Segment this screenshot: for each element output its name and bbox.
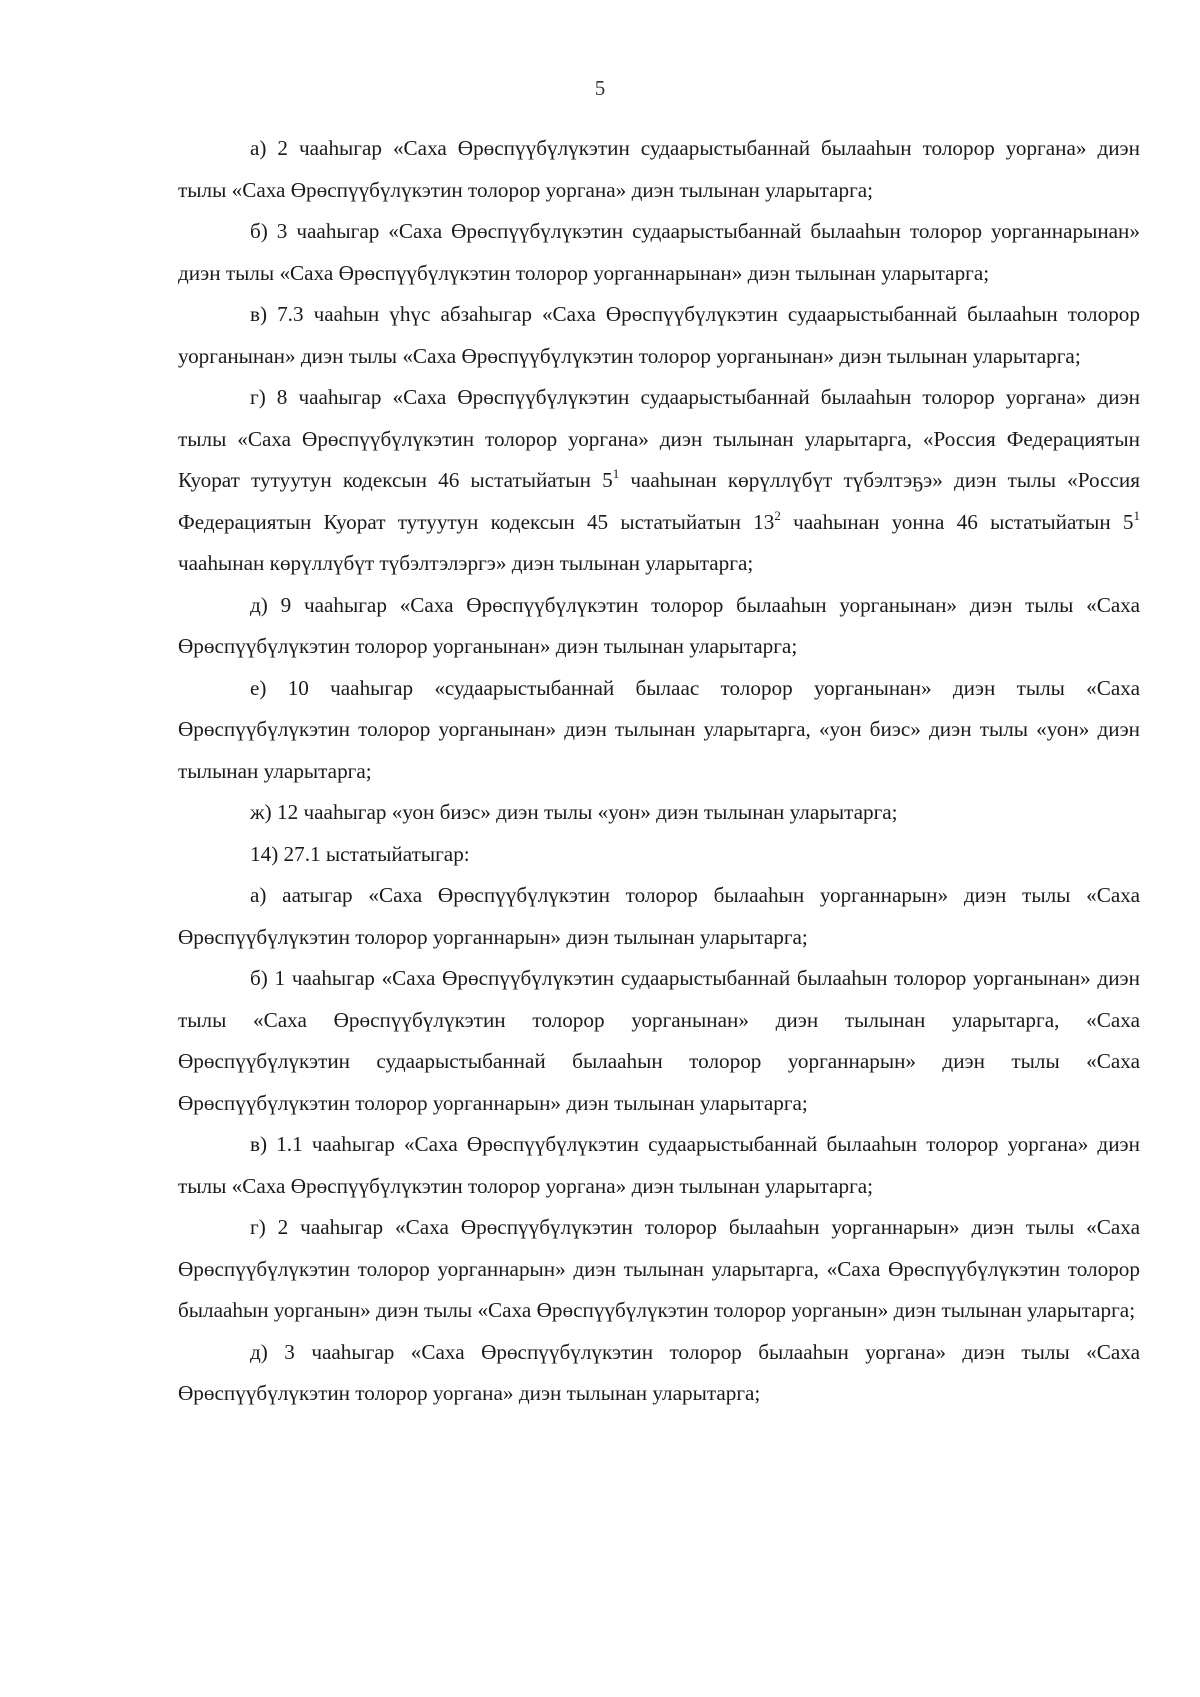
page-number: 5 [594,76,606,100]
paragraph-g [178,377,1140,585]
paragraph-d: д) 9 чааһыгар «Саха Өрөспүүбүлүкэтин толорор былааһын уорганынан» диэн тылы «Саха Өрөспүүбүлүкэтин толорор уорганынан» диэн тылынан уларытарга; [178,592,1140,658]
superscript: 1 [1133,507,1140,523]
paragraph-14-b: б) 1 чааһыгар «Саха Өрөспүүбүлүкэтин судаарыстыбаннай былааһын толорор уорганынан» диэн тылы «Саха Өрөспүүбүлүкэтин толорор уорганынан» диэн тылынан уларытарга, «Саха Өрөспүүбүлүкэтин судаарыстыбаннай былааһын толорор уорганнарын» диэн тылы «Саха Өрөспүүбүлүкэтин толорор уорганнарын» диэн тылынан уларытарга; [178,966,1140,1115]
paragraph-g-part-3: чааһынан уонна 46 ыстатыйатын 5 [780,509,1134,534]
paragraph-g-part-1: г) 8 чааһыгар «Саха Өрөспүүбүлүкэтин судаарыстыбаннай былааһын толорор уоргана» диэн тылы «Саха Өрөспүүбүлүкэтин толорор уоргана» диэн тылынан уларытарга, «Россия Федерациятын Куорат тутуутун кодексын 46 ыстатыйатын 5 [178,385,1140,492]
paragraph-14-a: а) аатыгар «Саха Өрөспүүбүлүкэтин толорор былааһын уорганнарын» диэн тылы «Саха Өрөспүүбүлүкэтин толорор уорганнарын» диэн тылынан уларытарга; [178,883,1140,949]
paragraph-a: а) 2 чааһыгар «Саха Өрөспүүбүлүкэтин судаарыстыбаннай былааһын толорор уоргана» диэн тылы «Саха Өрөспүүбүлүкэтин толорор уоргана» диэн тылынан уларытарга; [178,136,1140,202]
superscript: 2 [774,507,781,523]
paragraph-e: е) 10 чааһыгар «судаарыстыбаннай былаас толорор уорганынан» диэн тылы «Саха Өрөспүүбүлүкэтин толорор уорганынан» диэн тылынан уларытарга, «уон биэс» диэн тылы «уон» диэн тылынан уларытарга; [178,675,1140,783]
paragraph-14-v: в) 1.1 чааһыгар «Саха Өрөспүүбүлүкэтин судаарыстыбаннай былааһын толорор уоргана» диэн тылы «Саха Өрөспүүбүлүкэтин толорор уоргана» диэн тылынан уларытарга; [178,1132,1140,1198]
paragraph-b: б) 3 чааһыгар «Саха Өрөспүүбүлүкэтин судаарыстыбаннай былааһын толорор уорганнарынан» диэн тылы «Саха Өрөспүүбүлүкэтин толорор уорганнарынан» диэн тылынан уларытарга; [178,219,1140,285]
paragraph-g-part-4: чааһынан көрүллүбүт түбэлтэлэргэ» диэн тылынан уларытарга; [178,551,754,575]
paragraph-g-part-2: чааһынан көрүллүбүт түбэлтэҕэ» диэн тылы «Россия Федерациятын Куорат тутуутун кодексын 45 ыстатыйатын 13 [178,468,1140,534]
superscript: 1 [612,466,620,481]
paragraph-item-14: 14) 27.1 ыстатыйатыгар: [250,841,470,866]
document-body [178,128,1140,1415]
paragraph-14-g: г) 2 чааһыгар «Саха Өрөспүүбүлүкэтин толорор былааһын уорганнарын» диэн тылы «Саха Өрөспүүбүлүкэтин толорор уорганнарын» диэн тылынан уларытарга, «Саха Өрөспүүбүлүкэтин толорор былааһын уорганын» диэн тылы «Саха Өрөспүүбүлүкэтин толорор уорганын» диэн тылынан уларытарга; [178,1215,1140,1322]
paragraph-14-d: д) 3 чааһыгар «Саха Өрөспүүбүлүкэтин толорор былааһын уоргана» диэн тылы «Саха Өрөспүүбүлүкэтин толорор уоргана» диэн тылынан уларытарга; [178,1339,1140,1405]
paragraph-zh: ж) 12 чааһыгар «уон биэс» диэн тылы «уон» диэн тылынан уларытарга; [250,800,898,824]
paragraph-v: в) 7.3 чааһын үһүс абзаһыгар «Саха Өрөспүүбүлүкэтин судаарыстыбаннай былааһын толорор уорганынан» диэн тылы «Саха Өрөспүүбүлүкэтин толорор уорганынан» диэн тылынан уларытарга; [178,302,1140,368]
